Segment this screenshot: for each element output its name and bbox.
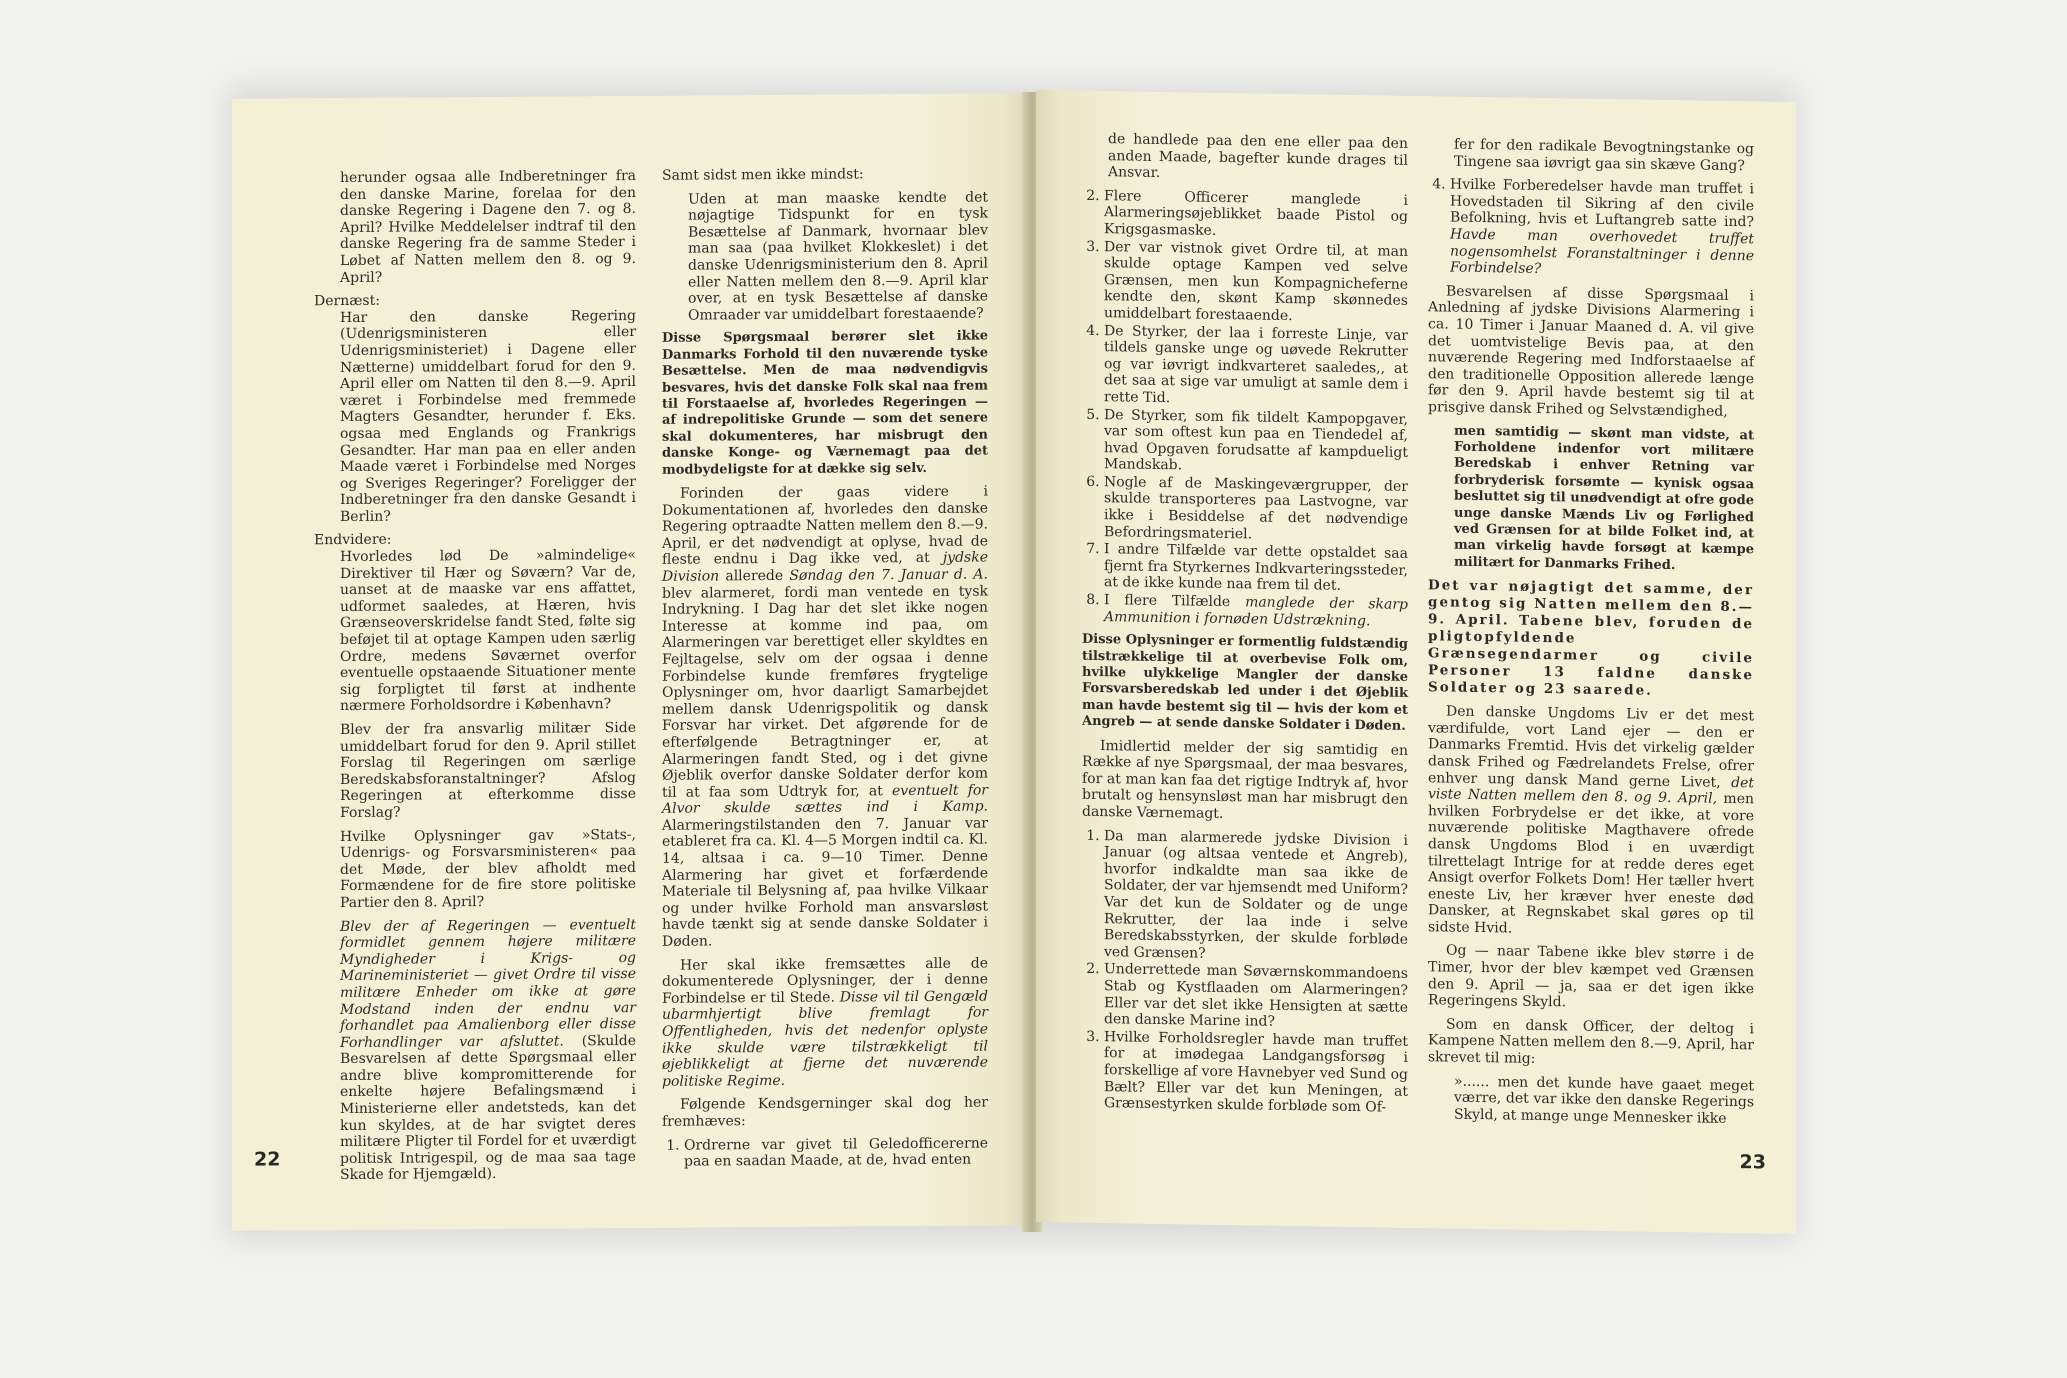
paragraph: Besvarelsen af disse Spørgsmaal i Anledning af jydske Divisions Alarmering i ca. 10 Timer i Januar Maaned d. A. vil give det uomtvistelige Bevis paa, at den nuværende Regering med Indforstaaelse af den traditionelle Opposition allerede længe før den 9. April havde bestemt sig til at prisgive dansk Frihed og Selvstændighed, [1428, 283, 1754, 420]
list-item [1450, 177, 1754, 281]
question-list [1428, 176, 1754, 281]
left-page-column-2 [662, 166, 988, 1168]
right-page [1036, 90, 1796, 1234]
italic-text: det viste Natten mellem den 8. og 9. April, [1428, 774, 1754, 807]
list-item: 7. I andre Tilfælde var dette opstaldet saa fjernt fra Styrkernes Indkvarteringssteder, at de ikke kunde naa frem til det. [1104, 541, 1408, 596]
paragraph: herunder ogsaa alle Indberetninger fra den danske Marine, forelaa for den danske Regering i Dagene den 7. og 8. April? Hvilke Meddelelser indtraf til den danske Regering fra de samme Steder i Løbet af Natten mellem den 8. og 9. April? [340, 167, 636, 286]
italic-text: Disse vil til Gengæld ubarmhjertigt blive fremlagt for Offentligheden, hvis det nedenfor oplyste ikke skulde være tilstrækkeligt til øjeblikkeligt at fjerne det nuværende politiske Regime. [662, 988, 988, 1090]
paragraph: Har den danske Regering (Udenrigsministeren eller Udenrigsministeriet) i Dagene eller Nætterne) umiddelbart forud for den 9. April eller om Natten til den 8.—9. April været i Forbindelse med fremmede Magters Gesandter, herunder f. Eks. ogsaa med Englands og Frankrigs Gesandter. Har man paa en eller anden Maade været i Forbindelse med Norges og Sveriges Regeringer? Foreligger der Indberetninger fra den danske Gesandt i Berlin? [340, 307, 636, 525]
paragraph-text: (Skulde Besvarelsen af dette Spørgsmaal eller andre blive kompromitterende for enkelte højere Befalingsmænd i Ministerierne eller andetsteds, kan det kun skyldes, at de har svigtet deres militære Pligter til Fordel for et uværdigt politisk Intrigespil, og de maa saa tage Skade for Hjemgæld). [340, 1032, 636, 1184]
list-item: 2. Underrettede man Søværnskommandoens Stab og Kystflaaden om Alarmeringen? Eller var det slet ikke Hensigten at sætte den danske Marine ind? [1104, 961, 1408, 1032]
list-item: 4. De Styrker, der laa i forreste Linje, var tildels ganske unge og uøvede Rekrutter og var iøvrigt indkvarteret saaledes,, at det saa at sige var umuligt at samle dem i rette Tid. [1104, 323, 1408, 411]
paragraph: fer for den radikale Bevogtningstanke og Tingene saa iøvrigt gaa sin skæve Gang? [1454, 136, 1754, 174]
paragraph-text: men hvilken Forbrydelse er det ikke, at vore nuværende politiske Magthavere ofrede dansk Ungdoms Blod i en uværdigt tilrettelagt Intrige for at redde deres eget Ansigt overfor Folkets Dom! Her tæller hvert eneste Liv, her kræver hver eneste død Dansker, at Regnskabet skal gøres op til sidste Hvid. [1428, 790, 1755, 937]
paragraph-text: Alarmeringstilstanden den 7. Januar var etableret fra ca. Kl. 4—5 Morgen indtil ca. Kl. 14, altsaa i ca. 9—10 Timer. Denne Alarmering har givet et forfærdende Materiale til Belysning af, paa hvilke Vilkaar og under hvilke Forhold man ansvarsløst havde tænkt sig at sende danske Soldater i Døden. [662, 815, 988, 950]
italic-text: jydske Division [662, 549, 988, 585]
paragraph: Uden at man maaske kendte det nøjagtige Tidspunkt for en tysk Besættelse af Danmark, hvornaar blev man saa (paa hvilket Klokkeslet) i det danske Udenrigsministerium den 8. April eller Natten mellem den 8.—9. April klar over, at en tysk Besættelse af danske Omraader var umiddelbart forestaaende? [688, 189, 988, 324]
numbered-list [1082, 188, 1408, 631]
quotation: »...... men det kunde have gaaet meget værre, det var ikke den danske Regerings Skyld, at mange unge Mennesker ikke [1454, 1073, 1754, 1127]
list-item: 2. Flere Officerer manglede i Alarmeringsøjeblikket baade Pistol og Krigsgasmaske. [1104, 188, 1408, 243]
italic-text: manglede der skarp Ammunition i fornøden Udstrækning. [1104, 594, 1408, 629]
italic-text: Søndag den 7. Januar d. A. [789, 566, 988, 584]
paragraph [662, 484, 988, 951]
left-page [232, 93, 1028, 1231]
italic-text: Havde man overhovedet truffet nogensomhelst Foranstaltninger i denne Forbindelse? [1450, 226, 1754, 278]
list-item: 3. Der var vistnok givet Ordre til, at man skulde optage Kampen ved selve Grænsen, men kun Kompagnicheferne kendte den, skønt Kamp skønnedes umiddelbart forestaaende. [1104, 239, 1408, 327]
paragraph [1428, 703, 1754, 940]
list-item: 1. Da man alarmerede jydske Division i Januar (og altsaa ventede et Angreb), hvorfor indkaldte man saa ikke de Soldater, der var hjemsendt med Uniform? Var det kun de Soldater og de unge Rekrutter, der laa inde i selve Beredskabsstyrken, der skulde forbløde ved Grænsen? [1104, 828, 1408, 966]
list-item: 5. De Styrker, som fik tildelt Kampopgaver, var som oftest kun paa en Tiendedel af, hvad Opgaven forudsatte af kampdueligt Mandskab. [1104, 407, 1408, 478]
paragraph: Følgende Kendsgerninger skal dog her fremhæves: [662, 1094, 988, 1130]
list-item: 3. Hvilke Forholdsregler havde man truffet for at imødegaa Landgangsforsøg i forskellige af vore Havnebyer ved Sund og Bælt? Eller var det kun Meningen, at Grænsestyrken skulde forbløde som Of- [1104, 1029, 1408, 1117]
paragraph-text: allerede [719, 567, 790, 585]
paragraph: Samt sidst men ikke mindst: [662, 166, 864, 184]
list-item-text: Hvilke Forberedelser havde man truffet i Hovedstaden til Sikring af den civile Befolkning, hvis et Luftangreb satte ind? [1450, 176, 1754, 231]
list-item: 1. Ordrerne var givet til Geledofficererne paa en saadan Maade, at de, hvad enten [684, 1135, 988, 1170]
section-heading: Endvidere: [314, 532, 392, 549]
paragraph-text: blev alarmeret, fordi man ventede en tysk Indrykning. I Dag har det slet ikke nogen Interesse at komme ind paa, om Alarmeringen var berettiget eller skyldtes en Fejltagelse, selv om der ogsaa i denne Forbindelse kunde fremføres frygtelige Oplysninger om, hvor daarligt Samarbejdet mellem dansk Udenrigspolitik og dansk Forsvar har virket. Det afgørende for de efterfølgende Betragtninger er, at Alarmeringen fandt Sted, og i det givne Øjeblik overfor danske Soldater derfor kom til at faa som Udtryk for, at [662, 583, 988, 801]
paragraph: Imidlertid melder der sig samtidig en Række af nye Spørgsmaal, der maa besvares, for at man kan faa det rigtige Indtryk af, hvor brutalt og hensynsløst man har misbrugt den danske Værnemagt. [1082, 737, 1408, 823]
paragraph: Som en dansk Officer, der deltog i Kampene Natten mellem den 8.—9. April, har skrevet til mig: [1428, 1016, 1754, 1067]
list-item-text: I flere Tilfælde [1104, 592, 1246, 611]
bold-paragraph: men samtidig — skønt man vidste, at Forholdene indenfor vort militære Beredskab i enhver Retning var forbryderisk forsømte — kynisk ogsaa besluttet sig til unødvendigt at ofre gode unge danske Mænds Liv og Førlighed ved Grænsen for at bilde Folket ind, at man virkelig havde forsøgt at kæmpe militært for Danmarks Frihed. [1454, 423, 1754, 573]
page-number: 22 [254, 1148, 281, 1171]
numbered-list [662, 1135, 988, 1170]
spaced-bold-paragraph: Det var nøjagtigt det samme, der gentog sig Natten mellem den 8.—9. April. Tabene blev, foruden de pligtopfyldende Grænsegendarmer og civile Personer 13 faldne danske Soldater og 23 saarede. [1428, 577, 1754, 699]
section-heading: Dernæst: [314, 292, 380, 310]
paragraph-text: Den danske Ungdoms Liv er det mest værdifulde, vort Land ejer — den er Danmarks Fremtid. Hvis det virkelig gælder dansk Frihed og Fædrelandets Frelse, ofrer enhver ung dansk Mand gerne Livet, [1428, 703, 1754, 791]
bold-paragraph: Disse Spørgsmaal berører slet ikke Danmarks Forhold til den nuværende tyske Besættelse. Men de maa nødvendigvis besvares, hvis det danske Folk skal naa frem til Forstaaelse af, hvorledes Regeringen — af indrepolitiske Grunde — som det senere skal dokumenteres, har misbrugt den danske Konge- og Værnemagt paa det modbydeligste for at dække sig selv. [662, 328, 988, 478]
paragraph-text: Forinden der gaas videre i Dokumentationen af, hvorledes den danske Regering optraadte Natten mellem den 8.—9. April, er det nødvendigt at oplyse, hvad de fleste endnu i Dag ikke ved, at [662, 483, 988, 569]
question-list [1082, 827, 1408, 1116]
italic-text: eventuelt for Alvor skulde sættes ind i Kamp. [662, 782, 988, 818]
left-page-column-1 [314, 167, 636, 1184]
page-number: 23 [1739, 1151, 1766, 1174]
paragraph: Hvilke Oplysninger gav »Stats-, Udenrigs- og Forsvarsministeren« paa det Møde, der blev afholdt med Formændene for de fire store politiske Partier den 8. April? [340, 826, 636, 911]
paragraph-text: Her skal ikke fremsættes alle de dokumenterede Oplysninger, der i denne Forbindelse er til Stede. [662, 955, 988, 1007]
paragraph: Hvorledes lød De »almindelige« Direktiver til Hær og Søværn? Var de, uanset at de maaske var ens affattet, udformet saaledes, at Hæren, hvis Grænseoverskridelse fandt Sted, følte sig beføjet til at optage Kampen uden særlig Ordre, medens Søværnet overfor eventuelle opstaaende Situationer mente sig forpligtet til først at indhente nærmere Forholdsordre i København? [340, 547, 636, 715]
italic-text: Blev der af Regeringen — eventuelt formidlet gennem højere militære Myndigheder i Krigs- og Marineministeriet — givet Ordre til visse militære Enheder om ikke at gøre Modstand inden der endnu var forhandlet paa Amalienborg eller disse Forhandlinger var afsluttet. [340, 916, 636, 1051]
paragraph: Og — naar Tabene ikke blev større i de Timer, hvor der blev kæmpet ved Grænsen den 9. April — ja, saa er det igen ikke Regeringens Skyld. [1428, 942, 1754, 1011]
paragraph [314, 916, 636, 1184]
right-page-column-1 [1082, 131, 1408, 1146]
paragraph: Blev der fra ansvarlig militær Side umiddelbart forud for den 9. April stillet Forslag til Regeringen om særlige Beredskabsforanstaltninger? Afslog Regeringen at efterkomme disse Forslag? [340, 719, 636, 821]
right-page-column-2 [1428, 136, 1754, 1151]
list-item: 6. Nogle af de Maskingeværgrupper, der skulde transporteres paa Lastvogne, var ikke i Besiddelse af det nødvendige Befordringsmateriel. [1104, 474, 1408, 545]
bold-paragraph: Disse Oplysninger er formentlig fuldstændig tilstrækkelige til at overbevise Folk om, hvilke ulykkelige Mangler der danske Forsvarsberedskab led under i det Øjeblik man havde bestemt sig til — hvis der kom et Angreb — at sende danske Soldater i Døden. [1082, 631, 1408, 735]
paragraph: de handlede paa den ene eller paa den anden Maade, bagefter kunde drages til Ansvar. [1108, 131, 1408, 182]
list-item [1104, 592, 1408, 630]
paragraph [662, 955, 988, 1090]
